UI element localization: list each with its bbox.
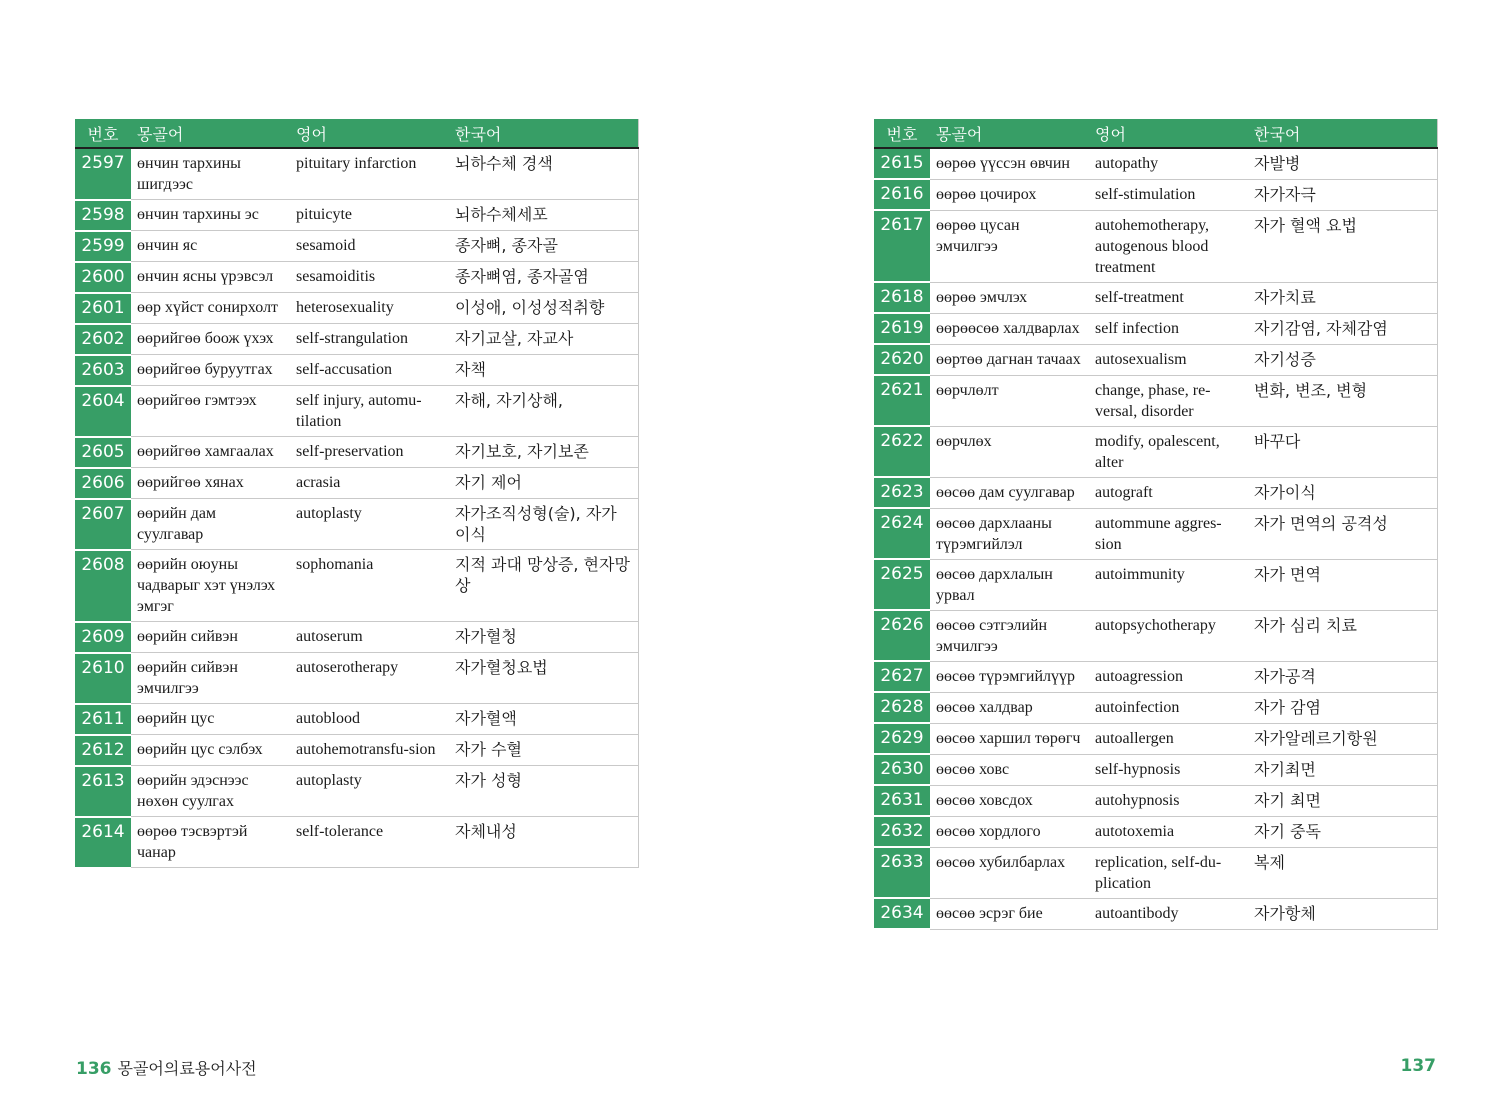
entry-number: 2601 [75,293,131,324]
english-term: autoinfection [1089,692,1248,723]
entry-number: 2606 [75,468,131,499]
mongolian-term: өөсөө дам суулгавар [930,477,1089,508]
english-term: autoimmunity [1089,559,1248,610]
mongolian-term: өөсөө дархлааны түрэмгийлэл [930,508,1089,559]
header-number: 번호 [874,119,930,148]
table-row [75,231,638,262]
korean-term: 자가치료 [1248,282,1437,313]
left-page-footer [76,1056,257,1079]
mongolian-term: өөрөөсөө халдварлах [930,313,1089,344]
entry-number: 2625 [874,559,930,610]
entry-number: 2618 [874,282,930,313]
table-row [75,324,638,355]
table-row [874,692,1437,723]
table-row [75,550,638,622]
mongolian-term: өөрөө эмчлэх [930,282,1089,313]
korean-term: 자가알레르기항원 [1248,723,1437,754]
entry-number: 2629 [874,723,930,754]
mongolian-term: өөрийгөө хамгаалах [131,437,290,468]
mongolian-term: өөрөө үүссэн өвчин [930,148,1089,179]
english-term: autoserotherapy [290,653,449,704]
mongolian-term: өөрчлөх [930,426,1089,477]
entry-number: 2598 [75,200,131,231]
entry-number: 2627 [874,661,930,692]
entry-number: 2600 [75,262,131,293]
mongolian-term: өөрийн сийвэн эмчилгээ [131,653,290,704]
english-term: self infection [1089,313,1248,344]
entry-number: 2610 [75,653,131,704]
korean-term: 종자뼈, 종자골 [449,231,638,262]
entry-number: 2615 [874,148,930,179]
header-number: 번호 [75,119,131,148]
entry-number: 2623 [874,477,930,508]
mongolian-term: өөсөө ховс [930,754,1089,785]
english-term: autohemotherapy, autogenous blood treatment [1089,210,1248,282]
entry-number: 2599 [75,231,131,262]
english-term: modify, opalescent, alter [1089,426,1248,477]
table-row [874,559,1437,610]
mongolian-term: өөсөө хордлого [930,816,1089,847]
mongolian-term: өөрийн дам суулгавар [131,499,290,550]
korean-term: 자기 최면 [1248,785,1437,816]
table-row [874,508,1437,559]
korean-term: 자가 성형 [449,766,638,817]
entry-number: 2612 [75,735,131,766]
table-row [874,426,1437,477]
mongolian-term: өөрчлөлт [930,375,1089,426]
mongolian-term: өөрийн оюуны чадварыг хэт үнэлэх эмгэг [131,550,290,622]
mongolian-term: өөрөө цочирох [930,179,1089,210]
table-row [75,817,638,868]
english-term: sesamoiditis [290,262,449,293]
table-row [75,148,638,200]
mongolian-term: өөрөө цусан эмчилгээ [930,210,1089,282]
header-korean: 한국어 [449,119,638,148]
mongolian-term: өнчин тархины шигдээс [131,148,290,200]
korean-term: 자가 수혈 [449,735,638,766]
mongolian-term: өөсөө эсрэг бие [930,898,1089,929]
entry-number: 2626 [874,610,930,661]
mongolian-term: өнчин ясны үрэвсэл [131,262,290,293]
korean-term: 자가 면역 [1248,559,1437,610]
english-term: autoallergen [1089,723,1248,754]
mongolian-term: өөрийн сийвэн [131,622,290,653]
mongolian-term: өөсөө дархлалын урвал [930,559,1089,610]
entry-number: 2624 [874,508,930,559]
entry-number: 2617 [874,210,930,282]
korean-term: 자가항체 [1248,898,1437,929]
korean-term: 이성애, 이성성적취향 [449,293,638,324]
table-row [75,499,638,550]
english-term: autopsychotherapy [1089,610,1248,661]
korean-term: 자기최면 [1248,754,1437,785]
table-row [75,735,638,766]
right-dictionary-table [874,119,1438,930]
korean-term: 복제 [1248,847,1437,898]
english-term: self-treatment [1089,282,1248,313]
english-term: replication, self-du-plication [1089,847,1248,898]
korean-term: 자체내성 [449,817,638,868]
table-row [874,661,1437,692]
english-term: autopathy [1089,148,1248,179]
table-row [874,754,1437,785]
english-term: autoagression [1089,661,1248,692]
english-term: self-stimulation [1089,179,1248,210]
header-mongolian: 몽골어 [930,119,1089,148]
table-row [874,375,1437,426]
table-row [874,477,1437,508]
english-term: sophomania [290,550,449,622]
table-row [75,622,638,653]
korean-term: 자가 심리 치료 [1248,610,1437,661]
table-row [874,148,1437,179]
entry-number: 2604 [75,386,131,437]
table-row [75,653,638,704]
table-row [75,200,638,231]
korean-term: 자가조직성형(술), 자가이식 [449,499,638,550]
mongolian-term: өнчин яс [131,231,290,262]
mongolian-term: өөсөө ховсдох [930,785,1089,816]
korean-term: 변화, 변조, 변형 [1248,375,1437,426]
english-term: autoantibody [1089,898,1248,929]
table-row [75,293,638,324]
korean-term: 자가 혈액 요법 [1248,210,1437,282]
english-term: autoplasty [290,499,449,550]
korean-term: 자가혈액 [449,704,638,735]
korean-term: 자가혈청요법 [449,653,638,704]
table-row [75,766,638,817]
mongolian-term: өөрийгөө гэмтээх [131,386,290,437]
mongolian-term: өөрийгөө боож үхэх [131,324,290,355]
mongolian-term: өөртөө дагнан тачаах [930,344,1089,375]
table-row [874,282,1437,313]
english-term: self-accusation [290,355,449,386]
entry-number: 2632 [874,816,930,847]
english-term: autoblood [290,704,449,735]
entry-number: 2631 [874,785,930,816]
mongolian-term: өөсөө түрэмгийлүүр [930,661,1089,692]
english-term: self injury, automu-tilation [290,386,449,437]
entry-number: 2597 [75,148,131,200]
mongolian-term: өөрөө тэсвэртэй чанар [131,817,290,868]
header-korean: 한국어 [1248,119,1437,148]
entry-number: 2608 [75,550,131,622]
korean-term: 지적 과대 망상증, 현자망상 [449,550,638,622]
korean-term: 자기교살, 자교사 [449,324,638,355]
entry-number: 2607 [75,499,131,550]
english-term: sesamoid [290,231,449,262]
mongolian-term: өөсөө харшил төрөгч [930,723,1089,754]
entry-number: 2605 [75,437,131,468]
english-term: autosexualism [1089,344,1248,375]
mongolian-term: өөрийн цус сэлбэх [131,735,290,766]
entry-number: 2628 [874,692,930,723]
english-term: autohemotransfu-sion [290,735,449,766]
table-row [75,704,638,735]
mongolian-term: өөрийгөө буруутгах [131,355,290,386]
english-term: autograft [1089,477,1248,508]
korean-term: 자발병 [1248,148,1437,179]
korean-term: 자가공격 [1248,661,1437,692]
table-header-row [874,119,1437,148]
korean-term: 자책 [449,355,638,386]
entry-number: 2633 [874,847,930,898]
table-row [75,386,638,437]
mongolian-term: өөсөө халдвар [930,692,1089,723]
english-term: autohypnosis [1089,785,1248,816]
header-english: 영어 [290,119,449,148]
korean-term: 자기성증 [1248,344,1437,375]
table-row [75,262,638,293]
mongolian-term: өнчин тархины эс [131,200,290,231]
entry-number: 2602 [75,324,131,355]
left-page-number: 136 [76,1059,112,1079]
table-row [874,344,1437,375]
entry-number: 2611 [75,704,131,735]
table-header-row [75,119,638,148]
entry-number: 2630 [874,754,930,785]
korean-term: 종자뼈염, 종자골염 [449,262,638,293]
table-row [874,847,1437,898]
english-term: self-preservation [290,437,449,468]
right-page-number: 137 [1400,1056,1436,1076]
korean-term: 자기 제어 [449,468,638,499]
entry-number: 2619 [874,313,930,344]
mongolian-term: өөр хүйст сонирхолт [131,293,290,324]
mongolian-term: өөрийн цус [131,704,290,735]
korean-term: 자가자극 [1248,179,1437,210]
english-term: heterosexuality [290,293,449,324]
entry-number: 2616 [874,179,930,210]
korean-term: 자해, 자기상해, [449,386,638,437]
mongolian-term: өөсөө сэтгэлийн эмчилгээ [930,610,1089,661]
left-dictionary-table [75,119,639,869]
header-english: 영어 [1089,119,1248,148]
korean-term: 자가이식 [1248,477,1437,508]
english-term: self-hypnosis [1089,754,1248,785]
english-term: autotoxemia [1089,816,1248,847]
korean-term: 자가 감염 [1248,692,1437,723]
book-title: 몽골어의료용어사전 [117,1059,257,1078]
entry-number: 2622 [874,426,930,477]
korean-term: 바꾸다 [1248,426,1437,477]
english-term: acrasia [290,468,449,499]
table-row [874,898,1437,929]
english-term: autoserum [290,622,449,653]
english-term: autommune aggres-sion [1089,508,1248,559]
table-row [874,723,1437,754]
english-term: pituitary infarction [290,148,449,200]
table-row [75,437,638,468]
english-term: change, phase, re-versal, disorder [1089,375,1248,426]
entry-number: 2613 [75,766,131,817]
table-row [75,355,638,386]
english-term: autoplasty [290,766,449,817]
korean-term: 자가 면역의 공격성 [1248,508,1437,559]
table-row [874,816,1437,847]
entry-number: 2621 [874,375,930,426]
table-row [874,313,1437,344]
korean-term: 자기 중독 [1248,816,1437,847]
table-row [874,610,1437,661]
entry-number: 2620 [874,344,930,375]
entry-number: 2603 [75,355,131,386]
header-mongolian: 몽골어 [131,119,290,148]
english-term: self-strangulation [290,324,449,355]
entry-number: 2614 [75,817,131,868]
mongolian-term: өөрийгөө хянах [131,468,290,499]
entry-number: 2634 [874,898,930,929]
table-row [874,785,1437,816]
korean-term: 자가혈청 [449,622,638,653]
korean-term: 자기보호, 자기보존 [449,437,638,468]
korean-term: 자기감염, 자체감염 [1248,313,1437,344]
korean-term: 뇌하수체세포 [449,200,638,231]
table-row [75,468,638,499]
mongolian-term: өөрийн эдэснээс нөхөн суулгах [131,766,290,817]
english-term: pituicyte [290,200,449,231]
korean-term: 뇌하수체 경색 [449,148,638,200]
table-row [874,179,1437,210]
mongolian-term: өөсөө хубилбарлах [930,847,1089,898]
english-term: self-tolerance [290,817,449,868]
entry-number: 2609 [75,622,131,653]
table-row [874,210,1437,282]
